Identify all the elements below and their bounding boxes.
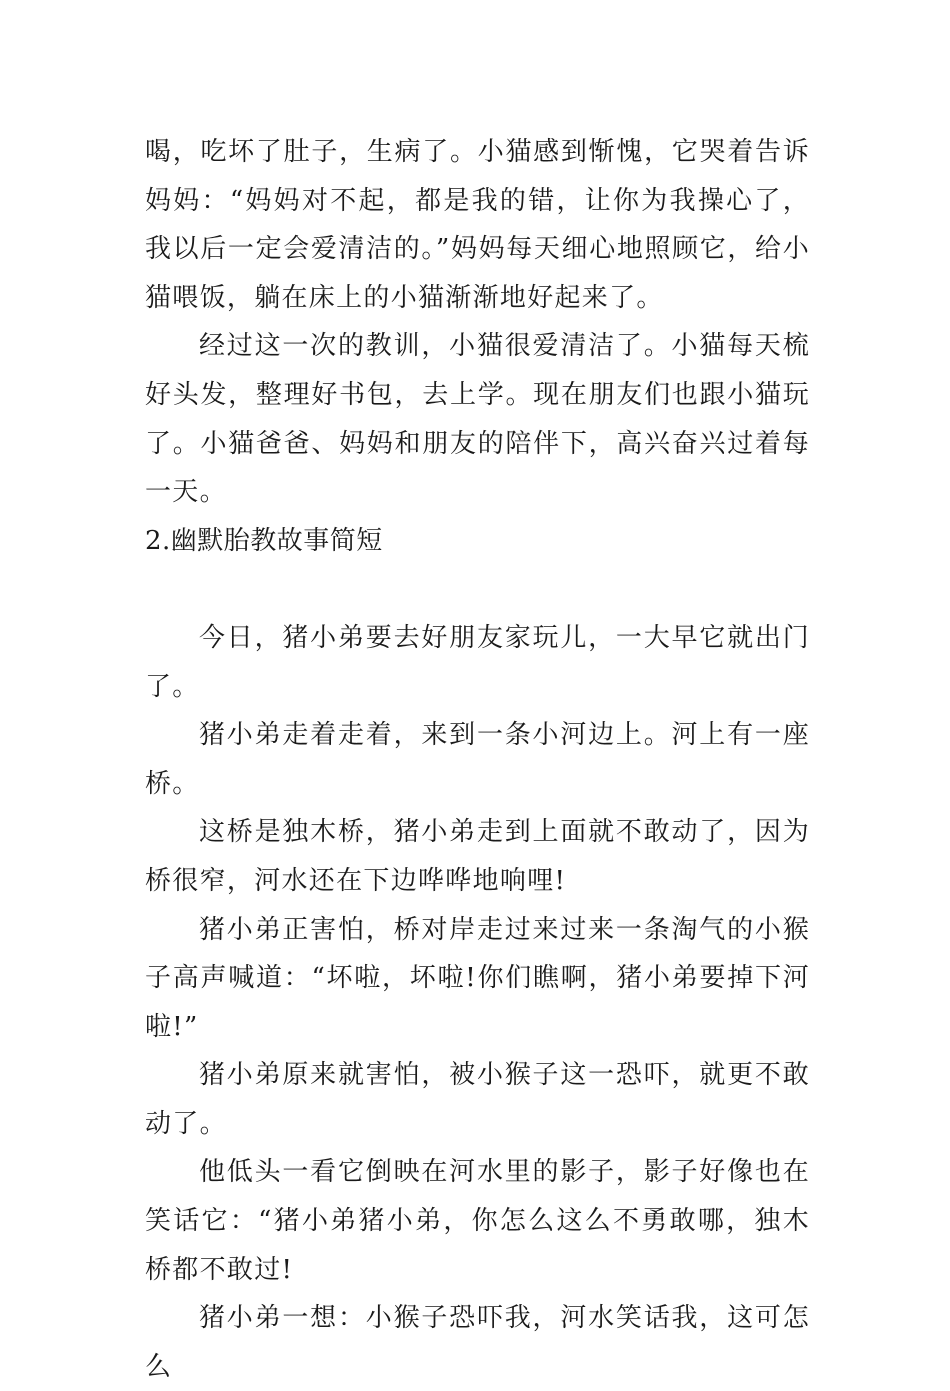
story-paragraph-2: 经过这一次的教训，小猫很爱清洁了。小猫每天梳好头发，整理好书包，去上学。现在朋友们也跟小猫玩了。小猫爸爸、妈妈和朋友的陪伴下，高兴奋兴过着每一天。 <box>145 331 810 508</box>
section-heading: 2.幽默胎教故事简短 <box>145 525 383 556</box>
story-paragraph-9: 猪小弟一想：小猴子恐吓我，河水笑话我，这可怎么 <box>145 1303 810 1382</box>
story-paragraph-8: 他低头一看它倒映在河水里的影子，影子好像也在笑话它：“猪小弟猪小弟，你怎么这么不勇敢哪，独木桥都不敢过! <box>145 1157 810 1285</box>
story-paragraph-7: 猪小弟原来就害怕，被小猴子这一恐吓，就更不敢动了。 <box>145 1060 810 1139</box>
story-paragraph-1: 喝，吃坏了肚子，生病了。小猫感到惭愧，它哭着告诉妈妈：“妈妈对不起，都是我的错，让你为我操心了，我以后一定会爱清洁的。”妈妈每天细心地照顾它，给小猫喂饭，躺在床上的小猫渐渐地好起来了。 <box>145 137 810 313</box>
story-paragraph-4: 猪小弟走着走着，来到一条小河边上。河上有一座桥。 <box>145 720 810 799</box>
story-paragraph-3: 今日，猪小弟要去好朋友家玩儿，一大早它就出门了。 <box>145 622 810 702</box>
story-paragraph-5: 这桥是独木桥，猪小弟走到上面就不敢动了，因为桥很窄，河水还在下边哗哗地响哩! <box>145 817 810 896</box>
story-paragraph-6: 猪小弟正害怕，桥对岸走过来过来一条淘气的小猴子高声喊道：“坏啦，坏啦!你们瞧啊，猪小弟要掉下河啦!” <box>145 914 810 1042</box>
document-page <box>145 128 810 1391</box>
blank-line <box>145 565 810 614</box>
